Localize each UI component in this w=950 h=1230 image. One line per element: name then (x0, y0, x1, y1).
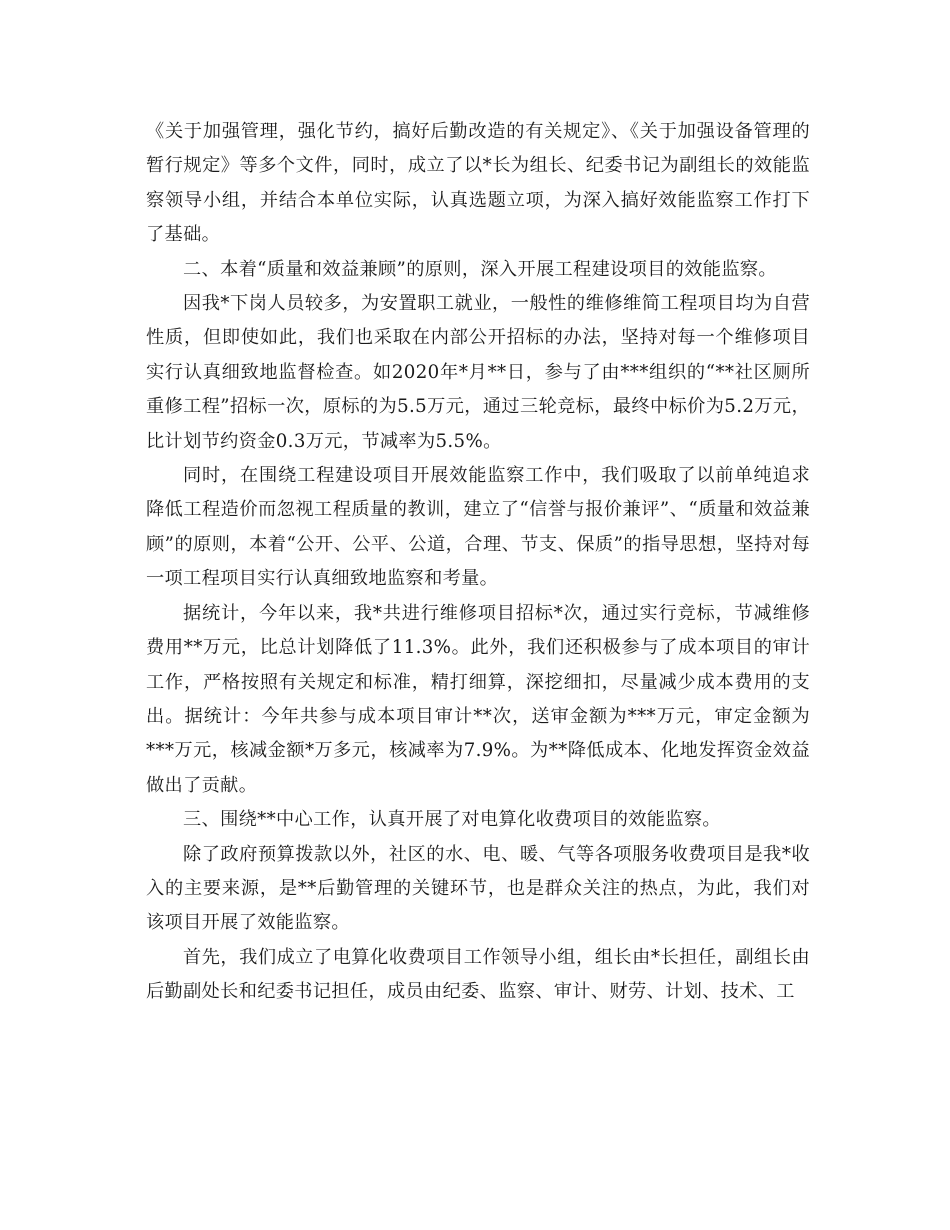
paragraph-fee-items: 除了政府预算拨款以外，社区的水、电、暖、气等各项服务收费项目是我*收入的主要来源，是**后勤管理的关键环节，也是群众关注的热点，为此，我们对该项目开展了效能监察。 (146, 843, 810, 934)
section-heading-2: 二、本着“质量和效益兼顾”的原则，深入开展工程建设项目的效能监察。 (183, 258, 777, 280)
paragraph-statistics: 据统计，今年以来，我*共进行维修项目招标*次，通过实行竞标，节减维修费用**万元，比总计划降低了11.3%。此外，我们还积极参与了成本项目的审计工作，严格按照有关规定和标准，精打细算，深挖细扣，尽量减少成本费用的支出。据统计：今年共参与成本项目审计**次，送审金额为***万元，审定金额为***万元，核减金额*万多元，核减率为7.9%。为**降低成本、化地发挥资金效益做出了贡献。 (146, 602, 810, 796)
paragraph-leadership-group: 首先，我们成立了电算化收费项目工作领导小组，组长由*长担任，副组长由后勤副处长和纪委书记担任，成员由纪委、监察、审计、财劳、计划、技术、工 (146, 946, 810, 1003)
document-body (146, 115, 810, 1010)
paragraph-continuation: 《关于加强管理，强化节约，搞好后勤改造的有关规定》、《关于加强设备管理的暂行规定》等多个文件，同时，成立了以*长为组长、纪委书记为副组长的效能监察领导小组，并结合本单位实际，认真选题立项，为深入搞好效能监察工作打下了基础。 (146, 121, 810, 246)
section-heading-3: 三、围绕**中心工作，认真开展了对电算化收费项目的效能监察。 (183, 809, 721, 831)
paragraph-principles: 同时，在围绕工程建设项目开展效能监察工作中，我们吸取了以前单纯追求降低工程造价而忽视工程质量的教训，建立了“信誉与报价兼评”、“质量和效益兼顾”的原则，本着“公开、公平、公道，合理、节支、保质”的指导思想，坚持对每一项工程项目实行认真细致地监察和考量。 (146, 465, 810, 590)
paragraph-bidding-example: 因我*下岗人员较多，为安置职工就业，一般性的维修维简工程项目均为自营性质，但即使如此，我们也采取在内部公开招标的办法，坚持对每一个维修项目实行认真细致地监督检查。如2020年*月**日，参与了由***组织的“**社区厕所重修工程”招标一次，原标的为5.5万元，通过三轮竞标，最终中标价为5.2万元，比计划节约资金0.3万元，节减率为5.5%。 (146, 293, 810, 452)
